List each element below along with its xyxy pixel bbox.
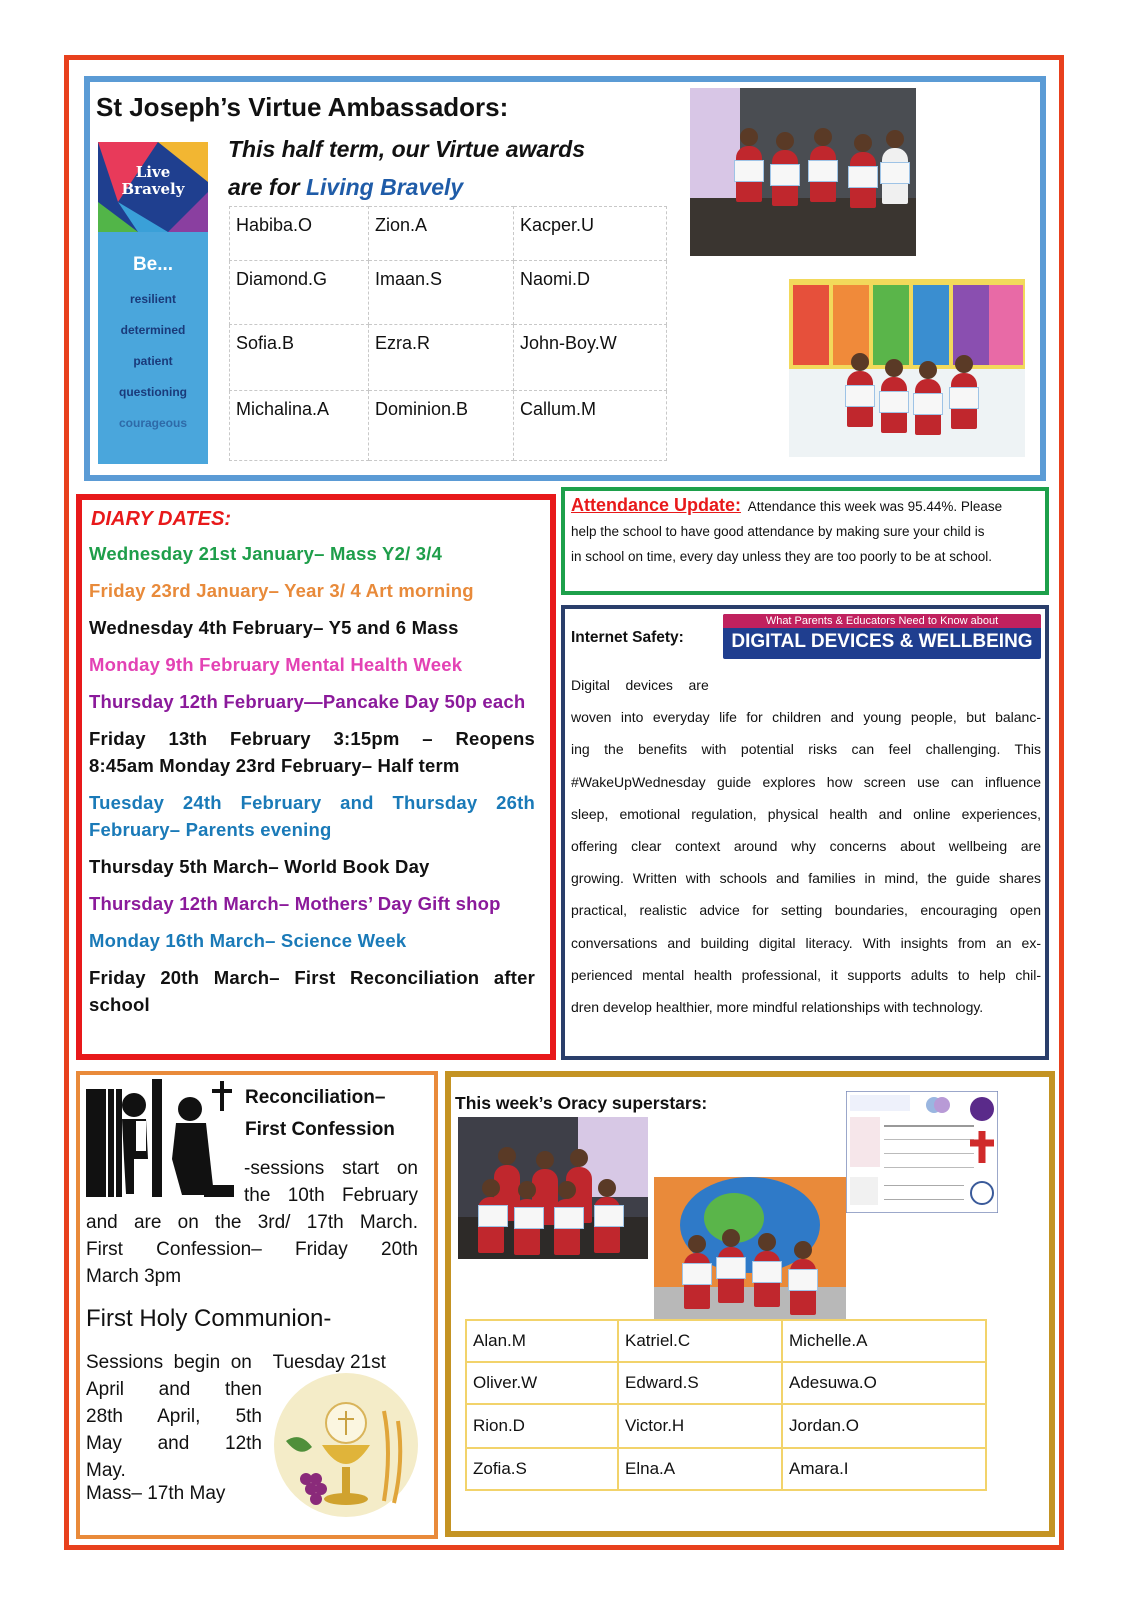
diary-entry: Monday 9th February Mental Health Week xyxy=(89,654,463,675)
diary-entry: Wednesday 21st January– Mass Y2/ 3/4 xyxy=(89,543,443,564)
banner-trait: resilient xyxy=(129,292,177,306)
banner-trait: questioning xyxy=(119,385,187,399)
chalice-host-icon xyxy=(266,1371,422,1523)
table-cell: Katriel.C xyxy=(618,1320,782,1362)
body-line: sleep, emotional regulation, physical health and online experiences, xyxy=(571,805,1041,822)
attendance-heading: Attendance Update: xyxy=(571,495,742,515)
communion-title: First Holy Communion- xyxy=(86,1305,332,1332)
table-cell: Imaan.S xyxy=(369,261,514,325)
attendance-section xyxy=(561,487,1049,595)
attendance-text xyxy=(571,493,1047,569)
internet-safety-section xyxy=(561,605,1049,1060)
reconciliation-title: Reconciliation– xyxy=(245,1087,386,1108)
recon-line: the 10th February xyxy=(244,1185,418,1206)
diary-entry: Thursday 5th March– World Book Day xyxy=(89,856,430,877)
virtue-photo-group-2 xyxy=(789,279,1025,457)
table-row xyxy=(230,325,667,391)
diary-entry: Friday 23rd January– Year 3/ 4 Art morning xyxy=(89,580,474,601)
oracy-title: This week’s Oracy superstars: xyxy=(455,1093,708,1113)
virtue-names-table xyxy=(229,206,667,461)
internet-body xyxy=(571,669,1041,1023)
banner-trait: determined xyxy=(120,323,186,337)
live-bravely-banner xyxy=(98,142,208,464)
body-line: Digital devices are xyxy=(571,677,709,693)
table-cell: Sofia.B xyxy=(230,325,369,391)
diary-entry-continued: February– Parents evening xyxy=(89,819,332,840)
diary-entry: Thursday 12th February—Pancake Day 50p each xyxy=(89,691,526,712)
table-cell: Edward.S xyxy=(618,1362,782,1404)
digital-devices-banner xyxy=(723,614,1041,659)
diary-entry-continued: 8:45am Monday 23rd February– Half term xyxy=(89,755,460,776)
communion-line: 28th April, 5th xyxy=(86,1406,262,1427)
recon-line: First Confession– Friday 20th xyxy=(86,1239,418,1260)
attendance-line: Attendance this week was 95.44%. Please xyxy=(747,499,1003,514)
table-row xyxy=(230,207,667,261)
table-cell: Zofia.S xyxy=(466,1448,618,1490)
body-line: dren develop healthier, more mindful relationships with technology. xyxy=(571,999,984,1016)
table-row xyxy=(466,1448,986,1490)
communion-line: April and then xyxy=(86,1379,262,1400)
diary-entry: Thursday 12th March– Mothers’ Day Gift shop xyxy=(89,893,501,914)
body-line: woven into everyday life for children and young people, but balanc- xyxy=(571,709,1041,726)
table-cell: Alan.M xyxy=(466,1320,618,1362)
table-row xyxy=(466,1404,986,1448)
table-cell: Kacper.U xyxy=(514,207,667,261)
virtue-intro-line1: This half term, our Virtue awards xyxy=(228,136,586,162)
virtue-highlight: Living Bravely xyxy=(305,174,464,200)
diary-entry: Tuesday 24th February and Thursday 26th xyxy=(89,792,535,813)
banner-trait: patient xyxy=(133,354,173,368)
oracy-superstars-section xyxy=(445,1071,1055,1537)
table-cell: Rion.D xyxy=(466,1404,618,1448)
table-cell: Elna.A xyxy=(618,1448,782,1490)
reconciliation-section xyxy=(76,1071,438,1539)
diary-entry: Friday 13th February 3:15pm – Reopens xyxy=(89,728,535,749)
banner-trait: courageous xyxy=(118,416,187,430)
communion-line: May. xyxy=(86,1460,126,1481)
table-row xyxy=(466,1320,986,1362)
table-cell: John-Boy.W xyxy=(514,325,667,391)
internet-heading: Internet Safety: xyxy=(571,629,684,646)
table-cell: Ezra.R xyxy=(369,325,514,391)
diary-entry-continued: school xyxy=(89,994,150,1015)
table-cell: Jordan.O xyxy=(782,1404,986,1448)
table-cell: Amara.I xyxy=(782,1448,986,1490)
table-cell: Naomi.D xyxy=(514,261,667,325)
table-cell: Victor.H xyxy=(618,1404,782,1448)
oracy-names-table xyxy=(465,1319,987,1491)
body-line: practical, realistic advice for setting boundaries, encouraging open xyxy=(571,902,1041,919)
banner-heading: Live Bravely xyxy=(121,163,185,198)
virtue-title: St Joseph’s Virtue Ambassadors: xyxy=(96,92,509,122)
communion-line: May and 12th xyxy=(86,1433,262,1454)
oracy-photo-1 xyxy=(458,1117,648,1259)
diary-entry: Monday 16th March– Science Week xyxy=(89,930,407,951)
table-cell: Adesuwa.O xyxy=(782,1362,986,1404)
banner-title: DIGITAL DEVICES & WELLBEING xyxy=(731,631,1033,652)
body-line: conversations and building digital literacy. With insights from an ex- xyxy=(571,934,1041,951)
table-cell: Zion.A xyxy=(369,207,514,261)
table-cell: Dominion.B xyxy=(369,391,514,461)
communion-line-first: Sessions begin on Tuesday 21st xyxy=(86,1352,386,1373)
oracy-certificate-image xyxy=(846,1091,998,1213)
body-line: #WakeUpWednesday guide explores how screen use can influence xyxy=(571,773,1041,790)
body-line: ing the benefits with potential risks can feel challenging. This xyxy=(571,741,1041,758)
table-row xyxy=(230,391,667,461)
reconciliation-dates xyxy=(86,1209,418,1290)
table-row xyxy=(466,1362,986,1404)
attendance-line: help the school to have good attendance by making sure your child is xyxy=(571,524,985,539)
table-cell: Michelle.A xyxy=(782,1320,986,1362)
banner-be: Be... xyxy=(132,254,174,275)
table-cell: Habiba.O xyxy=(230,207,369,261)
first-confession-title: First Confession xyxy=(245,1119,395,1140)
diary-title: DIARY DATES: xyxy=(91,508,232,530)
communion-dates xyxy=(86,1376,262,1484)
diary-entry: Friday 20th March– First Reconciliation after xyxy=(89,967,535,988)
virtue-ambassadors-section xyxy=(84,76,1046,481)
table-cell: Diamond.G xyxy=(230,261,369,325)
reconciliation-sessions xyxy=(244,1155,418,1209)
recon-line: -sessions start on xyxy=(244,1158,418,1179)
confession-icon xyxy=(86,1079,238,1199)
recon-line: and are on the 3rd/ 17th March. xyxy=(86,1212,418,1233)
table-cell: Callum.M xyxy=(514,391,667,461)
virtue-photo-group-1 xyxy=(690,88,916,256)
body-line: offering clear context around why concerns about wellbeing are xyxy=(571,838,1041,855)
diary-list xyxy=(89,540,535,1018)
oracy-photo-2 xyxy=(654,1177,846,1321)
mass-date: Mass– 17th May xyxy=(86,1483,226,1504)
diary-entry: Wednesday 4th February– Y5 and 6 Mass xyxy=(89,617,459,638)
body-line: growing. Written with schools and families in mind, the guide shares xyxy=(571,870,1041,887)
attendance-line: in school on time, every day unless they are too poorly to be at school. xyxy=(571,549,992,564)
table-cell: Oliver.W xyxy=(466,1362,618,1404)
table-cell: Michalina.A xyxy=(230,391,369,461)
table-row xyxy=(230,261,667,325)
recon-line: March 3pm xyxy=(86,1266,182,1287)
virtue-intro-line2: are for Living Bravely xyxy=(228,174,464,200)
body-line: perienced mental health professional, it supports adults to help chil- xyxy=(571,966,1041,983)
diary-dates-section xyxy=(76,494,556,1060)
banner-subtitle: What Parents & Educators Need to Know about xyxy=(765,615,999,627)
